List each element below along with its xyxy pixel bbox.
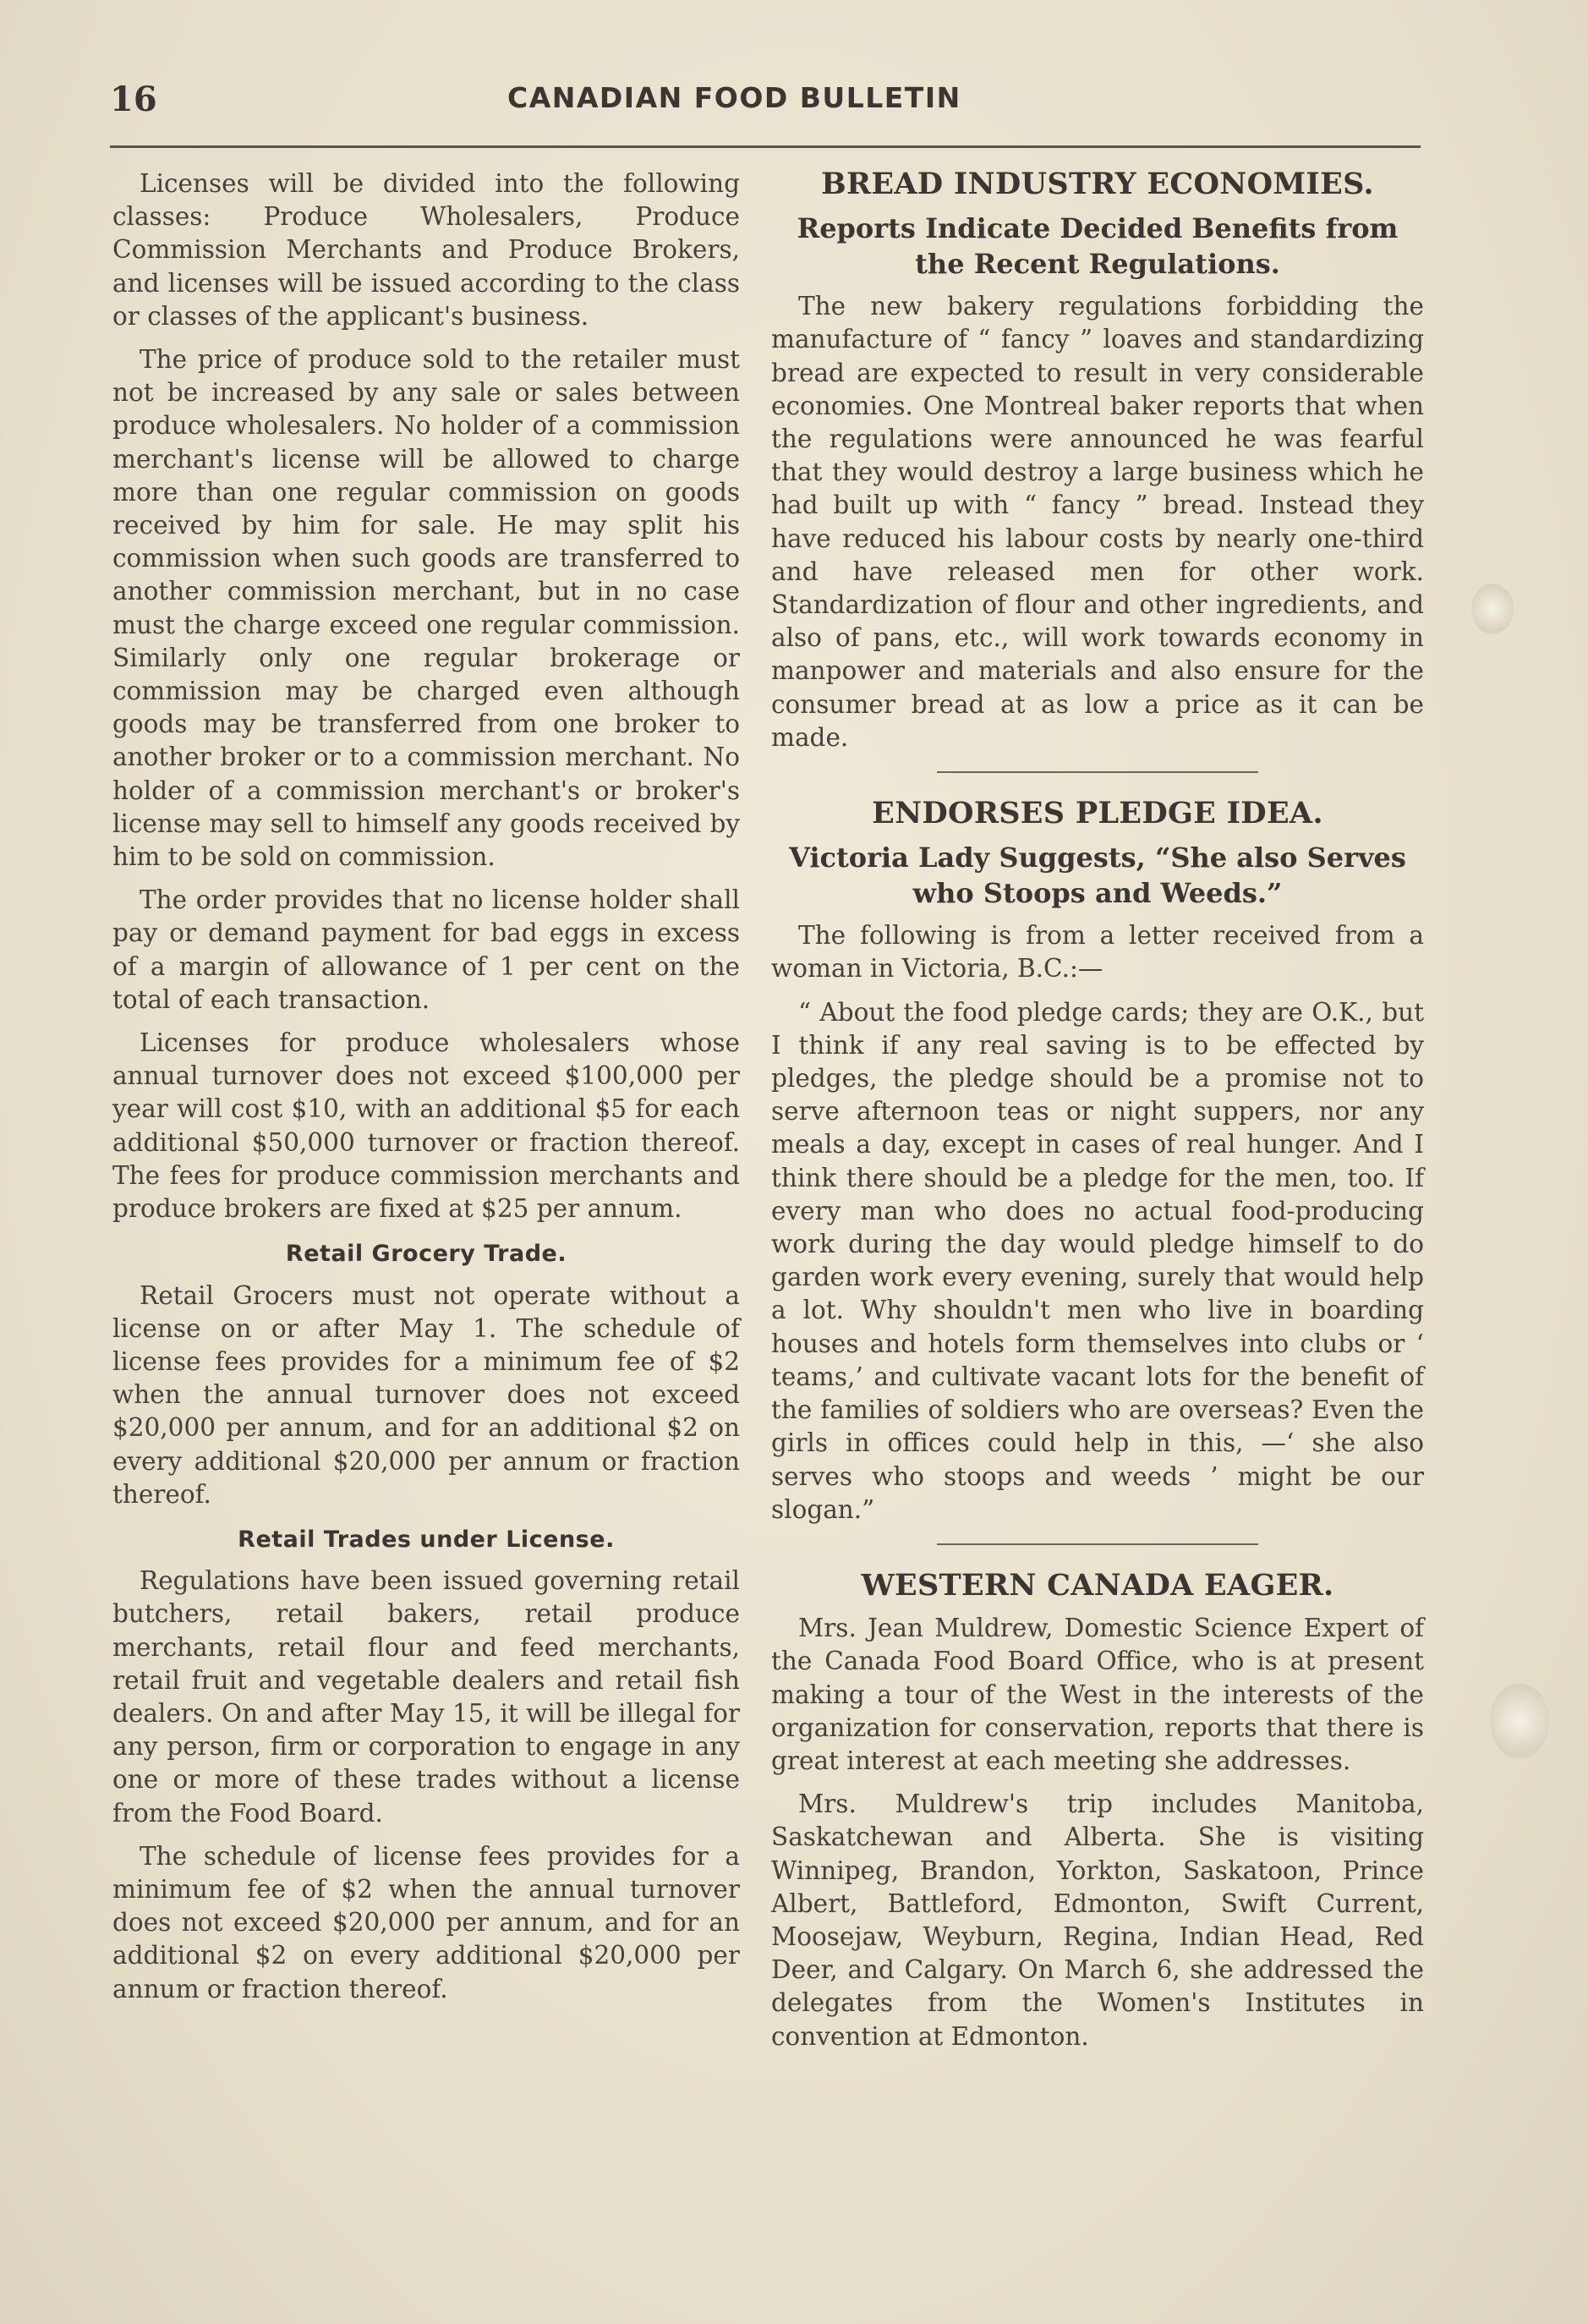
article-title: BREAD INDUSTRY ECONOMIES. xyxy=(821,167,1374,201)
paragraph: “ About the food pledge cards; they are O.K., but I think if any real saving is to be effected by pledges, the pledge should be a promise not to serve afternoon teas or night suppers, nor any meals a day, except in cases of real hunger. And I think there should be a pledge for the men, too. If every man who does no actual food-producing work during the day would pledge himself to do garden work every evening, surely that would help a lot. Why shouldn't men who live in boarding houses and hotels form themselves into clubs or ‘ teams,’ and cultivate vacant lots for the benefit of the families of soldiers who are overseas? Even the girls in offices could help in this, —‘ she also serves who stoops and weeds ’ might be our slogan.” xyxy=(771,997,1424,1524)
left-column xyxy=(112,167,740,2016)
page-header xyxy=(110,74,1421,125)
article-deck: Victoria Lady Suggests, “She also Serves who Stoops and Weeds.” xyxy=(789,841,1406,910)
paper-blemish xyxy=(1471,584,1514,634)
paragraph: The following is from a letter received from a woman in Victoria, B.C.:— xyxy=(771,921,1424,984)
paragraph: Mrs. Jean Muldrew, Domestic Science Expert of the Canada Food Board Office, who is at present making a tour of the West in the interests of the organization for conservation, reports that there is great interest at each meeting she addresses. xyxy=(771,1614,1424,1775)
paragraph: Licenses will be divided into the following classes: Produce Wholesalers, Produce Commission Merchants and Produce Brokers, and licenses will be issued according to the class or classes of the applicant's business. xyxy=(112,169,740,331)
header-rule xyxy=(110,145,1421,148)
article-title: WESTERN CANADA EAGER. xyxy=(861,1567,1334,1603)
paragraph: Retail Grocers must not operate without a license on or after May 1. The schedule of license fees provides for a minimum fee of $2 when the annual turnover does not exceed $20,000 per annum, and for an additional $2 on every additional $20,000 per annum or fraction thereof. xyxy=(112,1280,740,1509)
page-number: 16 xyxy=(110,79,157,119)
article-bread-industry xyxy=(771,167,1424,754)
paragraph: The price of produce sold to the retailer must not be increased by any sale or sales between produce wholesalers. No holder of a commission merchant's license will be allowed to charge more than one regular commission on goods received by him for sale. He may split his commission when such goods are transferred to another commission merchant, but in no case must the charge exceed one regular commission. Similarly only one regular brokerage or commission may be charged even although goods may be transferred from one broker to another broker or to a commission merchant. No holder of a commission merchant's or broker's license may sell to himself any goods received by him to be sold on commission. xyxy=(112,345,740,872)
article-endorses-pledge xyxy=(771,797,1424,1526)
paragraph: The schedule of license fees provides for a minimum fee of $2 when the annual turnover does not exceed $20,000 per annum, and for an additional $2 on every additional $20,000 per annum or fraction thereof. xyxy=(112,1841,740,2003)
paragraph: The order provides that no license holder shall pay or demand payment for bad eggs in excess of a margin of allowance of 1 per cent on the total of each transaction. xyxy=(112,885,740,1014)
subheading-retail-grocery: Retail Grocery Trade. xyxy=(285,1241,567,1268)
section-divider xyxy=(937,771,1258,773)
paragraph: Licenses for produce wholesalers whose annual turnover does not exceed $100,000 per year will cost $10, with an additional $5 for each additional $50,000 turnover or fraction thereof. The fees for produce commission merchants and produce brokers are fixed at $25 per annum. xyxy=(112,1028,740,1224)
article-western-canada xyxy=(771,1569,1424,2053)
paragraph: The new bakery regulations forbidding the manufacture of “ fancy ” loaves and standardizing bread are expected to result in very considerable economies. One Montreal baker reports that when the regulations were announced he was fearful that they would destroy a large business which he had built up with “ fancy ” bread. Instead they have reduced his labour costs by nearly one-third and have released men for other work. Standardization of flour and other ingredients, and also of pans, etc., will work towards economy in manpower and materials and also ensure for the consumer bread at as low a price as it can be made. xyxy=(771,292,1424,752)
article-title: ENDORSES PLEDGE IDEA. xyxy=(872,796,1323,831)
paper-blemish xyxy=(1490,1683,1549,1759)
subheading-retail-trades: Retail Trades under License. xyxy=(238,1526,615,1553)
right-column xyxy=(771,167,1424,2064)
running-title: CANADIAN FOOD BULLETIN xyxy=(507,81,961,114)
paragraph: Regulations have been issued governing retail butchers, retail bakers, retail produce merchants, retail flour and feed merchants, retail fruit and vegetable dealers and retail fish dealers. On and after May 15, it will be illegal for any person, firm or corporation to engage in any one or more of these trades without a license from the Food Board. xyxy=(112,1566,740,1828)
paragraph: Mrs. Muldrew's trip includes Manitoba, Saskatchewan and Alberta. She is visiting Winnipeg, Brandon, Yorkton, Saskatoon, Prince Albert, Battleford, Edmonton, Swift Current, Moosejaw, Weyburn, Regina, Indian Head, Red Deer, and Calgary. On March 6, she addressed the delegates from the Women's Institutes in convention at Edmonton. xyxy=(771,1790,1424,2051)
section-divider xyxy=(937,1543,1258,1545)
article-deck: Reports Indicate Decided Benefits from the Recent Regulations. xyxy=(797,212,1399,281)
